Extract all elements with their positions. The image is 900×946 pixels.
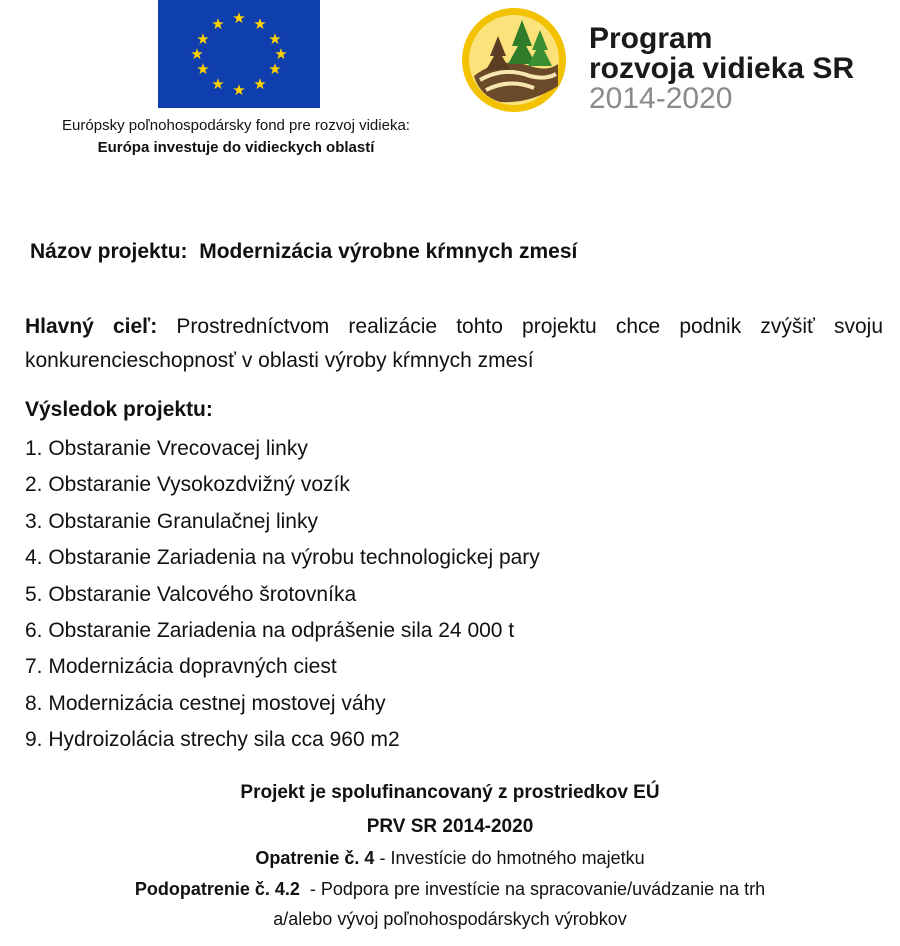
program-title-line1: Program <box>589 22 713 55</box>
project-name <box>30 240 577 264</box>
list-item: 9. Hydroizolácia strechy sila cca 960 m2 <box>25 728 400 752</box>
goal-text: Prostredníctvom realizácie tohto projektu chce podnik zvýšiť svoju konkurencieschopnosť v oblasti výroby kŕmnych zmesí <box>25 315 884 372</box>
list-item: 4. Obstaranie Zariadenia na výrobu technologickej pary <box>25 546 540 570</box>
results-list <box>25 431 540 759</box>
list-item: 1. Obstaranie Vrecovacej linky <box>25 437 308 460</box>
measure-label: Opatrenie č. 4 <box>255 848 375 868</box>
results-heading: Výsledok projektu: <box>25 398 213 421</box>
program-title-line2: rozvoja vidieka SR <box>589 52 855 85</box>
list-item: 2. Obstaranie Vysokozdvižný vozík <box>25 473 350 497</box>
eu-logo-block <box>0 0 460 170</box>
submeasure-line <box>0 879 900 900</box>
program-years: 2014-2020 <box>589 82 733 115</box>
list-item: 6. Obstaranie Zariadenia na odprášenie sila 24 000 t <box>25 618 515 642</box>
eu-fund-caption: Európsky poľnohospodársky fond pre rozvoj vidieka: <box>62 117 410 134</box>
goal-label: Hlavný cieľ: <box>25 315 158 338</box>
project-name-label: Názov projektu: <box>30 240 188 263</box>
list-item: 7. Modernizácia dopravných ciest <box>25 655 337 679</box>
submeasure-label: Podopatrenie č. 4.2 <box>134 879 300 899</box>
program-code: PRV SR 2014-2020 <box>366 816 534 837</box>
submeasure-text: - Podpora pre investície na spracovanie/uvádzanie na trh <box>299 879 766 899</box>
list-item: 8. Modernizácia cestnej mostovej váhy <box>25 691 386 715</box>
eu-slogan: Európa investuje do vidieckych oblastí <box>97 139 375 156</box>
measure-text: - Investície do hmotného majetku <box>374 848 645 868</box>
main-goal <box>25 310 883 378</box>
measure-line <box>0 848 900 869</box>
list-item: 5. Obstaranie Valcového šrotovníka <box>25 582 357 606</box>
list-item: 3. Obstaranie Granulačnej linky <box>25 509 318 533</box>
cofinanced-note: Projekt je spolufinancovaný z prostriedkov EÚ <box>240 782 660 803</box>
submeasure-line2: a/alebo vývoj poľnohospodárskych výrobkov <box>273 909 627 929</box>
prv-logo-icon <box>460 6 568 114</box>
eu-flag-icon: ★ ★ ★ ★ ★ ★ ★ ★ ★ ★ ★ ★ <box>158 0 320 108</box>
project-name-value: Modernizácia výrobne kŕmnych zmesí <box>199 240 578 263</box>
